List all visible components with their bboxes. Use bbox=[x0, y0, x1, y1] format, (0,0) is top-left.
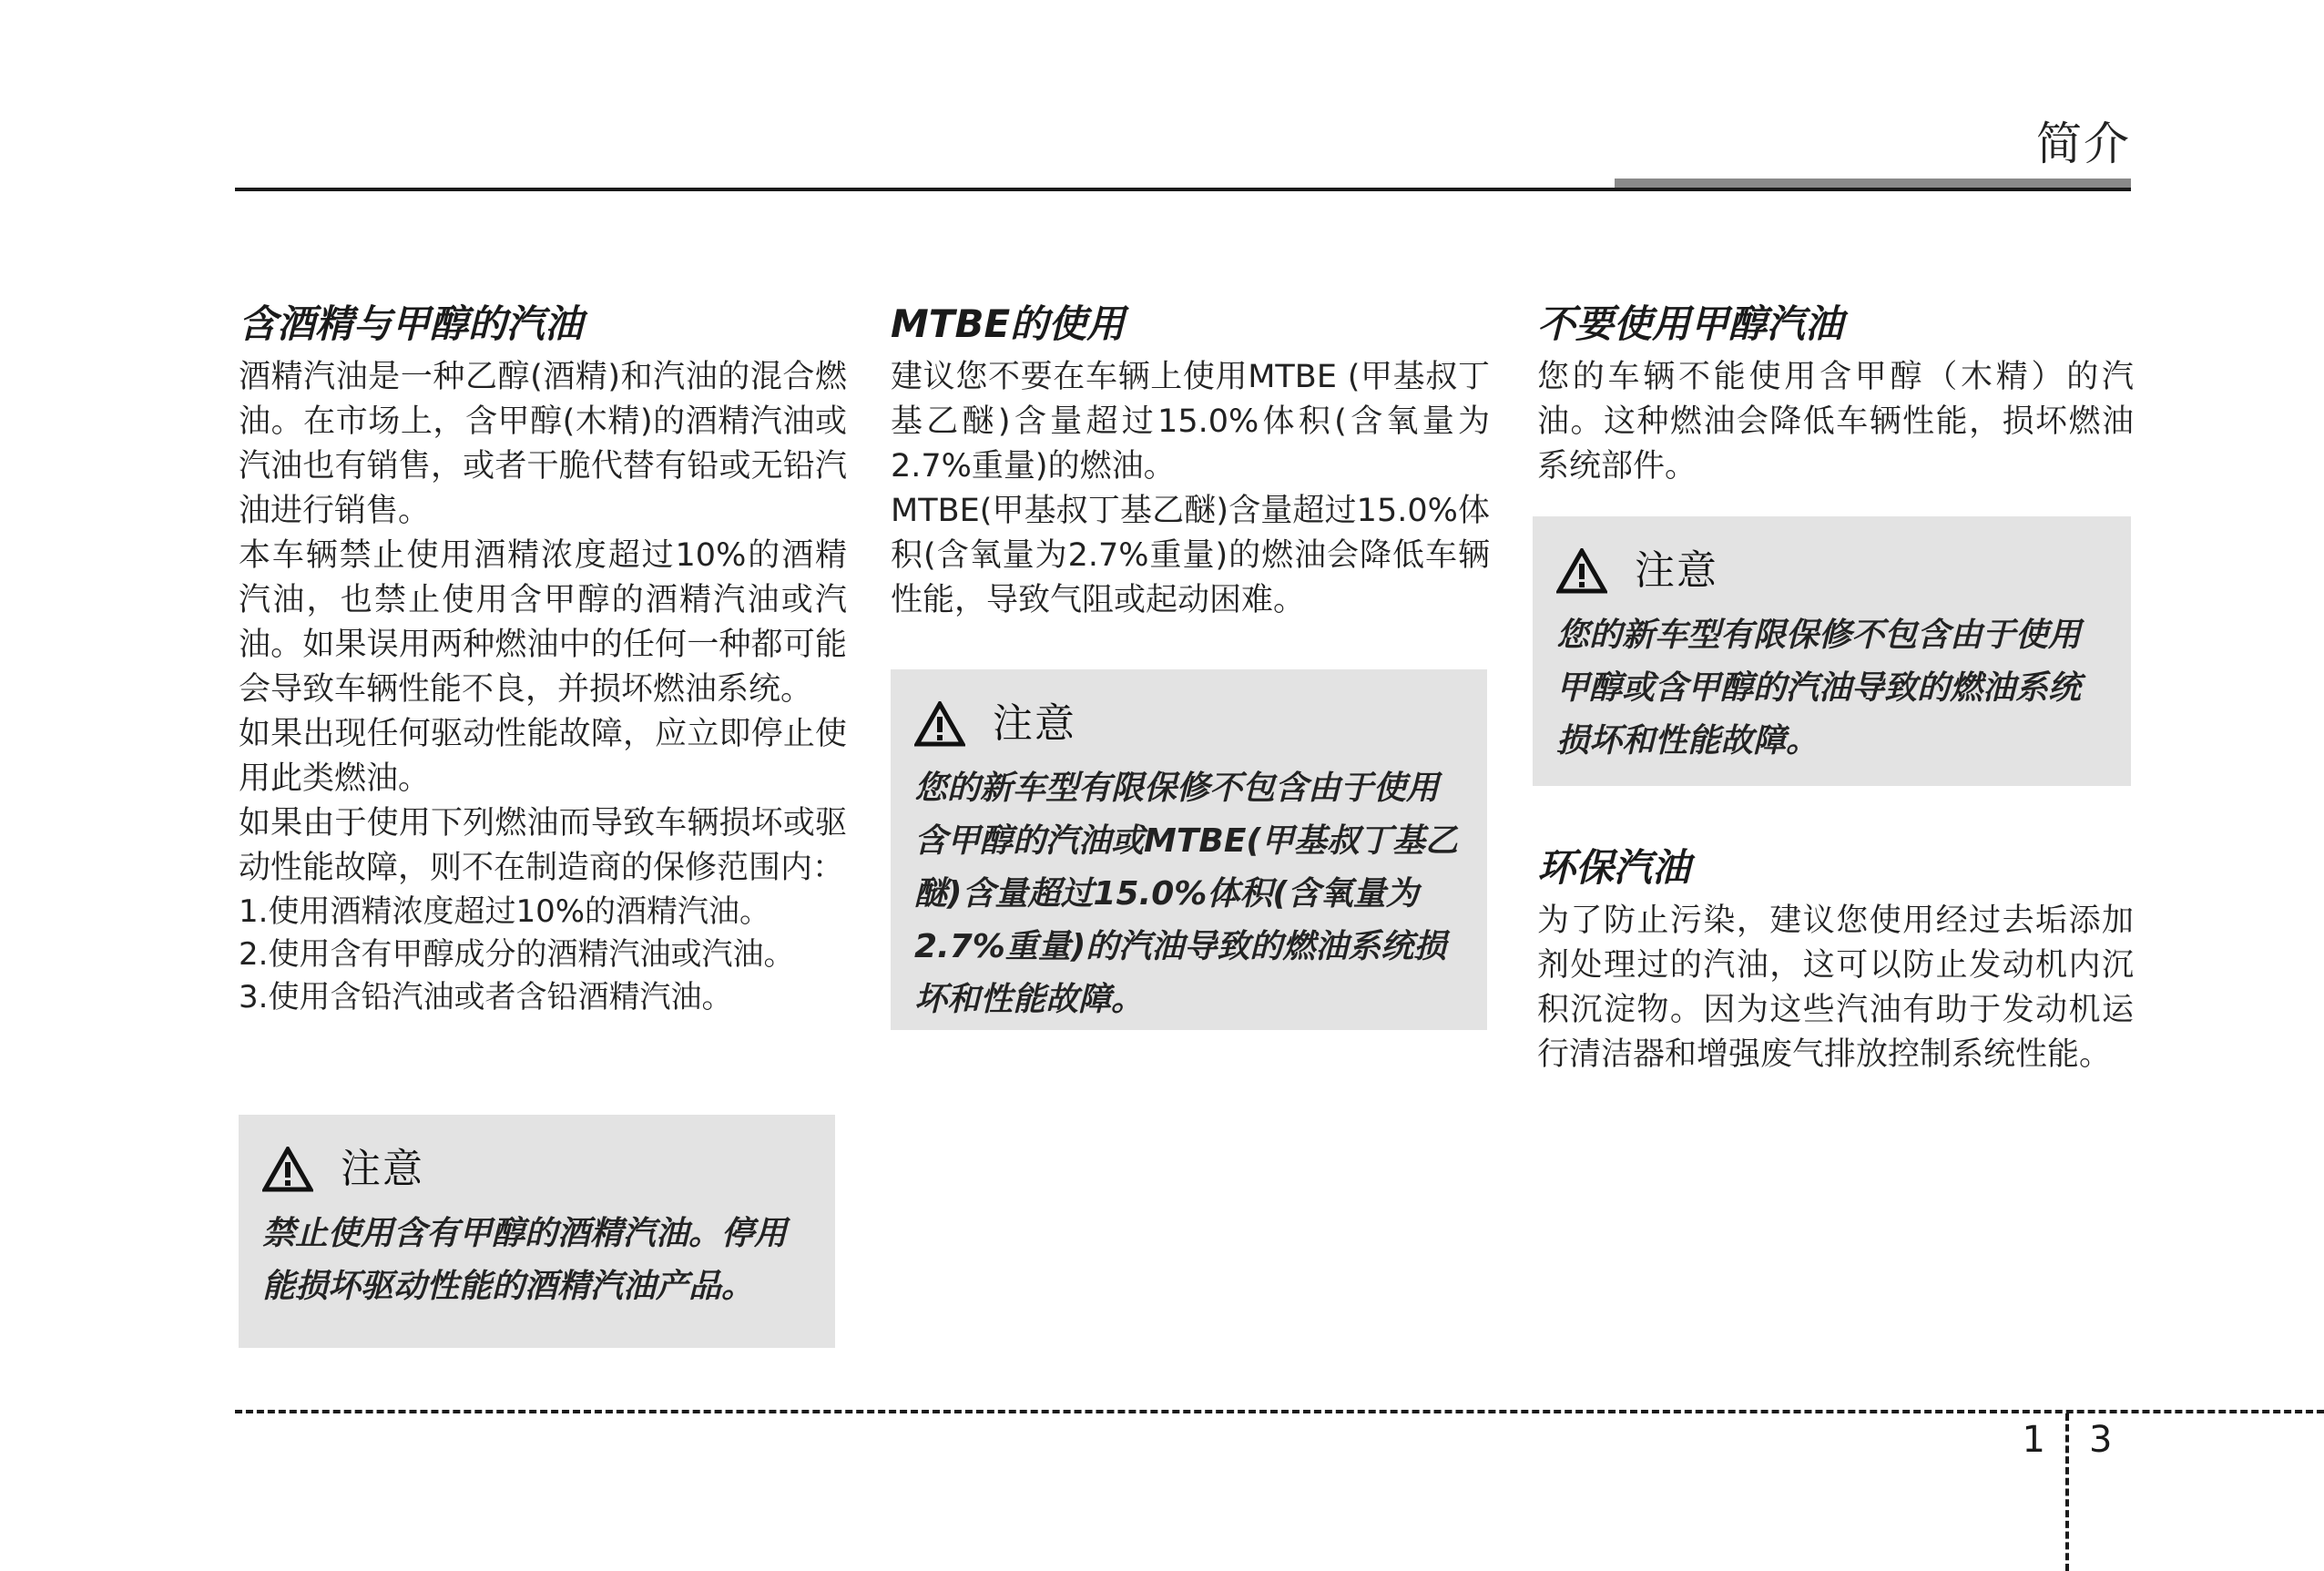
heading-alcohol-methanol-fuel: 含酒精与甲醇的汽油 bbox=[239, 301, 584, 346]
header-rule bbox=[235, 188, 2131, 191]
caution-box-alcohol bbox=[239, 1115, 835, 1348]
footer-dashed-divider bbox=[2065, 1413, 2069, 1571]
caution-text: 禁止使用含有甲醇的酒精汽油。停用能损坏驱动性能的酒精汽油产品。 bbox=[262, 1215, 788, 1305]
paragraph: 本车辆禁止使用酒精浓度超过10%的酒精汽油，也禁止使用含甲醇的酒精汽油或汽油。如果误用两种燃油中的任何一种都可能会导致车辆性能不良，并损坏燃油系统。 bbox=[239, 537, 847, 708]
caution-title: 注意 bbox=[993, 700, 1076, 747]
heading-eco-fuel: 环保汽油 bbox=[1537, 845, 1691, 890]
caution-text: 您的新车型有限保修不包含由于使用甲醇或含甲醇的汽油导致的燃油系统损坏和性能故障。 bbox=[1556, 617, 2082, 760]
list-item: 2.使用含有甲醇成分的酒精汽油或汽油。 bbox=[239, 936, 795, 973]
paragraph: 酒精汽油是一种乙醇(酒精)和汽油的混合燃油。在市场上，含甲醇(木精)的酒精汽油或汽油也有销售，或者干脆代替有铅或无铅汽油进行销售。 bbox=[239, 359, 847, 529]
paragraph: MTBE(甲基叔丁基乙醚)含量超过15.0%体积(含氧量为2.7%重量)的燃油会降低车辆性能，导致气阻或起动困难。 bbox=[891, 493, 1490, 618]
warning-triangle-icon bbox=[262, 1147, 313, 1192]
paragraph: 您的车辆不能使用含甲醇（木精）的汽油。这种燃油会降低车辆性能，损坏燃油系统部件。 bbox=[1537, 359, 2134, 485]
caution-title: 注意 bbox=[1635, 547, 1718, 594]
warning-triangle-icon bbox=[1556, 548, 1607, 594]
caution-text: 您的新车型有限保修不包含由于使用含甲醇的汽油或MTBE(甲基叔丁基乙醚)含量超过15.0%体积(含氧量为2.7%重量)的汽油导致的燃油系统损坏和性能故障。 bbox=[914, 770, 1458, 1018]
list-item: 1.使用酒精浓度超过10%的酒精汽油。 bbox=[239, 893, 771, 930]
column-no-methanol bbox=[1537, 299, 2134, 489]
column-mtbe bbox=[891, 299, 1490, 623]
heading-mtbe: MTBE的使用 bbox=[891, 301, 1126, 346]
paragraph: 为了防止污染，建议您使用经过去垢添加剂处理过的汽油，这可以防止发动机内沉积沉淀物。因为这些汽油有助于发动机运行清洁器和增强废气排放控制系统性能。 bbox=[1537, 903, 2134, 1073]
column-alcohol-methanol-fuel bbox=[239, 299, 847, 1019]
warning-triangle-icon bbox=[914, 701, 965, 747]
paragraph: 如果由于使用下列燃油而导致车辆损坏或驱动性能故障，则不在制造商的保修范围内： bbox=[239, 805, 847, 886]
list-item: 3.使用含铅汽油或者含铅酒精汽油。 bbox=[239, 979, 733, 1015]
heading-no-methanol: 不要使用甲醇汽油 bbox=[1537, 301, 1844, 346]
paragraph: 建议您不要在车辆上使用MTBE (甲基叔丁基乙醚)含量超过15.0%体积(含氧量为2.7%重量)的燃油。 bbox=[891, 359, 1490, 485]
caution-box-mtbe bbox=[891, 669, 1487, 1030]
page-number: 3 bbox=[2089, 1419, 2113, 1461]
column-eco-fuel bbox=[1537, 842, 2134, 1077]
caution-box-methanol bbox=[1533, 516, 2131, 786]
paragraph: 如果出现任何驱动性能故障，应立即停止使用此类燃油。 bbox=[239, 716, 847, 797]
footer-dashed-rule bbox=[235, 1410, 2324, 1413]
section-title: 简介 bbox=[2036, 117, 2131, 170]
caution-title: 注意 bbox=[341, 1146, 424, 1192]
chapter-number: 1 bbox=[2022, 1419, 2045, 1461]
